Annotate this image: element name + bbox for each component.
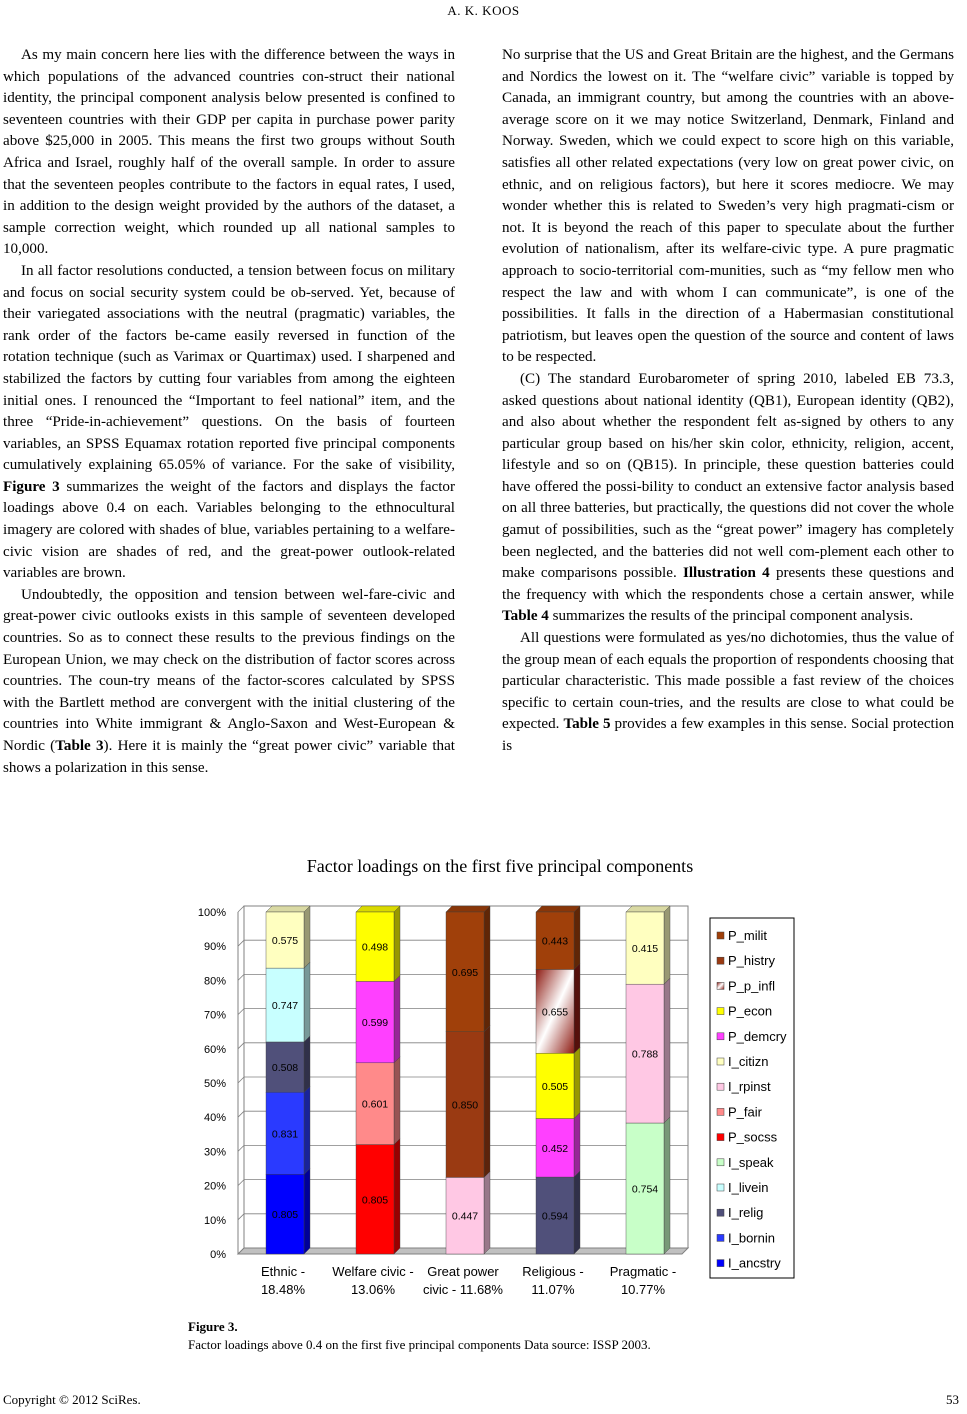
legend-label: P_socss [728, 1129, 778, 1145]
data-label: 0.788 [631, 1048, 659, 1061]
legend-label: P_p_infl [728, 978, 775, 994]
running-head: A. K. KOOS [447, 3, 520, 18]
data-label: 0.805 [361, 1194, 389, 1207]
illustration-reference: Illustration 4 [682, 565, 770, 582]
bar-segment-top [266, 906, 310, 912]
x-category-label: Religious - [522, 1264, 584, 1279]
bar-segment-side [304, 906, 310, 968]
y-tick-label: 30% [203, 1146, 226, 1159]
table-reference: Table 5 [563, 716, 611, 733]
table-reference: Table 4 [502, 608, 549, 625]
paragraph: As my main concern here lies with the difference between the ways in which populations of the advanced countries con-struct their national identity, the principal component analysis below presented is confined to seventeen countries with their GDP per capita in purchase power parity above $25,000 in 2005. This means the first two groups without South Africa and Israel, roughly half of the overall sample. In order to assure that the seventeen peoples contribute to the factors in equal rates, I used, in addition to the design weight provided by the authors of the dataset, a sample correction weight, which rounded up all national samples to 10,000. [3, 47, 455, 258]
y-tick-label: 10% [203, 1214, 226, 1227]
legend-label: P_milit [728, 928, 768, 943]
bar-segment-top [446, 906, 490, 912]
bar-segment-side [484, 1171, 490, 1254]
legend-swatch [717, 932, 724, 939]
legend-swatch [717, 1083, 724, 1090]
gridline [238, 1214, 244, 1220]
data-label: 0.505 [541, 1080, 569, 1093]
legend-swatch [717, 1184, 724, 1191]
paragraph: All questions were formulated as yes/no dichotomies, thus the value of the group mean of each equals the proportion of respondents choosing that particular characteristic. This made possible a fast review of the choices specific to certain coun-tries, and the results are close to what could be expected. Table 5 provides a few examples in this sense. Social protection is [502, 630, 954, 754]
legend-label: I_rpinst [728, 1079, 771, 1095]
legend-swatch [717, 1159, 724, 1166]
bar-segment-side [574, 1113, 580, 1177]
x-category-label: Ethnic - [260, 1264, 306, 1279]
bar-segment-side [394, 975, 400, 1062]
bar-segment-side [304, 1086, 310, 1174]
data-label: 0.599 [361, 1017, 389, 1030]
legend-swatch [717, 957, 724, 964]
page-number: 53 [946, 1392, 959, 1407]
bar-segment-side [664, 978, 670, 1123]
table-reference: Table 3 [55, 738, 104, 754]
data-label: 0.831 [271, 1128, 299, 1141]
bar-segment-side [574, 1171, 580, 1254]
gridline [238, 974, 244, 980]
x-category-label: Pragmatic - [609, 1264, 677, 1279]
figure-reference: Figure 3 [3, 478, 60, 495]
data-label: 0.415 [631, 943, 659, 956]
legend-label: I_citizn [728, 1054, 769, 1069]
paragraph: No surprise that the US and Great Britain are the highest, and the Germans and Nordics the lowest on it. The “welfare civic” variable is topped by Canada, an immigrant country, but among the countries with an above-average score on it we may notice Switzerland, Denmark, Finland and Norway. Sweden, which we could expect to score high on this variable, satisfies all other related expectations (very low on great power civic, on ethnic, and on religious factors), but here it scores mediocre. We may wonder whether this is related to Sweden’s very high pragmati-cism or not. It is beyond the reach of this paper to speculate about the further evolution of nationalism, after its welfare-civic type. A pure pragmatic approach to socio-territorial com-munities, such as “my fellow men who respect the law and with whom I can communicate”, is one of the possibilities. It falls in the direction of a Habermasian constitutional patriotism, but leaves open the question of the source and content of laws to be respected. [502, 47, 954, 366]
gridline [238, 1180, 244, 1186]
paragraph: Undoubtedly, the opposition and tension between wel-fare-civic and great-power civic outlooks exists in this sample of seventeen developed countries. So as to connect these results to the previous findings on the European Union, we may check on the distribution of factor scores across countries. The coun-try means of the factor-scores calculated by SPSS with the Bartlett method are convergent with the initial clustering of the countries into White immigrant & Anglo-Saxon and West-European & Nordic (Table 3). Here it is mainly the “great power civic” variable that shows a polarization in this sense. [3, 586, 455, 776]
stacked-bar-chart [180, 892, 800, 1312]
legend-label: P_demcry [728, 1028, 787, 1044]
figure-caption [188, 1318, 651, 1354]
data-label: 0.747 [271, 1000, 299, 1013]
x-category-label: civic - 11.68% [423, 1282, 503, 1297]
bar-segment-side [484, 906, 490, 1032]
data-label: 0.575 [271, 935, 299, 948]
legend-label: I_ancstry [728, 1255, 781, 1271]
y-tick-label: 70% [203, 1009, 226, 1022]
legend-label: P_fair [728, 1104, 762, 1120]
bar-segment-side [574, 963, 580, 1053]
data-label: 0.508 [271, 1062, 299, 1075]
bar-segment-side [484, 1026, 490, 1178]
gridline [238, 1145, 244, 1151]
legend-label: I_speak [728, 1154, 774, 1170]
data-label: 0.443 [541, 935, 569, 948]
figure-label: Figure 3. [188, 1319, 238, 1334]
legend-swatch [717, 1108, 724, 1115]
x-category-label: 11.07% [531, 1282, 575, 1297]
gridline [238, 1043, 244, 1049]
legend-swatch [717, 1234, 724, 1241]
gridline [238, 1077, 244, 1083]
paragraph: In all factor resolutions conducted, a tension between focus on military and focus on social security system could be ob-served. Yet, because of their variegated associations with the neutral (pragmatic) variables, the rank order of the factors be-came easily reversed in function of the rotation technique (such as Varimax or Quartimax) used. I sharpened and stabilized the factors by cutting four variables from among the eighteen initial ones. I renounced the “Important to feel national” item, and the three “Pride-in-achievement” questions. On the basis of fourteen variables, an SPSS Equamax rotation reported five principal components cumulatively explaining 65.05% of variance. For the sake of visibility, Figure 3 summarizes the weight of the factors and displays the factor loadings above 0.4 on each. Variables belonging to the ethnocultural imagery are colored with shades of blue, variables pertaining to a welfare-civic vision are shades of red, and the great-power outlook-related variables are brown. [3, 262, 455, 582]
x-category-label: Welfare civic - [332, 1264, 414, 1279]
bar-segment-side [574, 1047, 580, 1118]
paragraph: (C) The standard Eurobarometer of spring 2010, labeled EB 73.3, asked questions about national identity (QB1), European identity (QB2), and also about whether the respondent felt as-signed by others to any particular group based on his/her skin color, ethnicity, religion, accent, lifestyle and so on (QB15). In principle, these question batteries could have offered the possi-bility to conduct an extensive factor analysis based on all three batteries, but practically, the questions did not cover the whole gamut of possibilities, such as the “great power” imagery has completely been neglected, and the batteries did not well com-plement each other to make comparisons possible. Illustration 4 presents these questions and the frequency with which the respondents chose a certain answer, while Table 4 summarizes the results of the principal component analysis. [502, 370, 954, 625]
gridline [238, 1009, 244, 1015]
legend-swatch [717, 1260, 724, 1267]
data-label: 0.594 [541, 1210, 569, 1223]
legend-swatch [717, 1033, 724, 1040]
bar-segment-side [664, 906, 670, 984]
gridline [238, 906, 244, 912]
bar-segment-side [394, 906, 400, 981]
bar-segment-top [626, 906, 670, 912]
gridline [238, 940, 244, 946]
data-label: 0.850 [451, 1099, 479, 1112]
x-category-label: 13.06% [350, 1282, 396, 1297]
data-label: 0.498 [361, 941, 389, 954]
figure-caption-text: Factor loadings above 0.4 on the first five principal components Data source: ISSP 2003. [188, 1337, 651, 1352]
bar-segment-side [664, 1117, 670, 1254]
y-tick-label: 80% [203, 975, 226, 988]
left-column [3, 45, 455, 779]
data-label: 0.447 [451, 1210, 479, 1223]
bar-segment-side [394, 1057, 400, 1145]
legend-label: P_histry [728, 953, 775, 969]
y-tick-label: 20% [203, 1180, 226, 1193]
legend-label: I_livein [728, 1180, 769, 1195]
legend-swatch [717, 1134, 724, 1141]
y-tick-label: 40% [203, 1112, 226, 1125]
data-label: 0.695 [451, 966, 479, 979]
bar-segment-side [304, 1168, 310, 1254]
x-category-label: 18.48% [260, 1282, 306, 1297]
bar-segment-side [304, 962, 310, 1042]
legend-swatch [717, 1008, 724, 1015]
legend-label: I_bornin [728, 1230, 775, 1246]
y-tick-label: 100% [197, 907, 226, 919]
gridline [238, 1111, 244, 1117]
data-label: 0.655 [541, 1006, 569, 1019]
figure-title: Factor loadings on the first five principal components [306, 856, 694, 876]
legend-label: P_econ [728, 1003, 773, 1019]
bar-segment-side [574, 906, 580, 969]
data-label: 0.452 [541, 1142, 569, 1155]
x-category-label: 10.77% [620, 1282, 666, 1297]
bar-segment-side [304, 1036, 310, 1092]
data-label: 0.805 [271, 1209, 299, 1222]
legend-swatch [717, 1058, 724, 1065]
legend-label: I_relig [728, 1205, 764, 1221]
y-tick-label: 90% [203, 941, 226, 954]
right-column [502, 45, 954, 758]
bar-segment-top [536, 906, 580, 912]
legend-swatch [717, 982, 724, 989]
x-category-label: Great power [427, 1264, 499, 1279]
y-tick-label: 60% [203, 1043, 226, 1056]
data-label: 0.601 [361, 1098, 389, 1111]
y-tick-label: 50% [203, 1078, 226, 1090]
data-label: 0.754 [631, 1183, 659, 1196]
bar-segment-top [356, 906, 400, 912]
legend-box [710, 918, 794, 1278]
legend-swatch [717, 1209, 724, 1216]
copyright: Copyright © 2012 SciRes. [3, 1392, 141, 1407]
y-tick-label: 0% [210, 1249, 226, 1261]
bar-segment-side [394, 1139, 400, 1254]
